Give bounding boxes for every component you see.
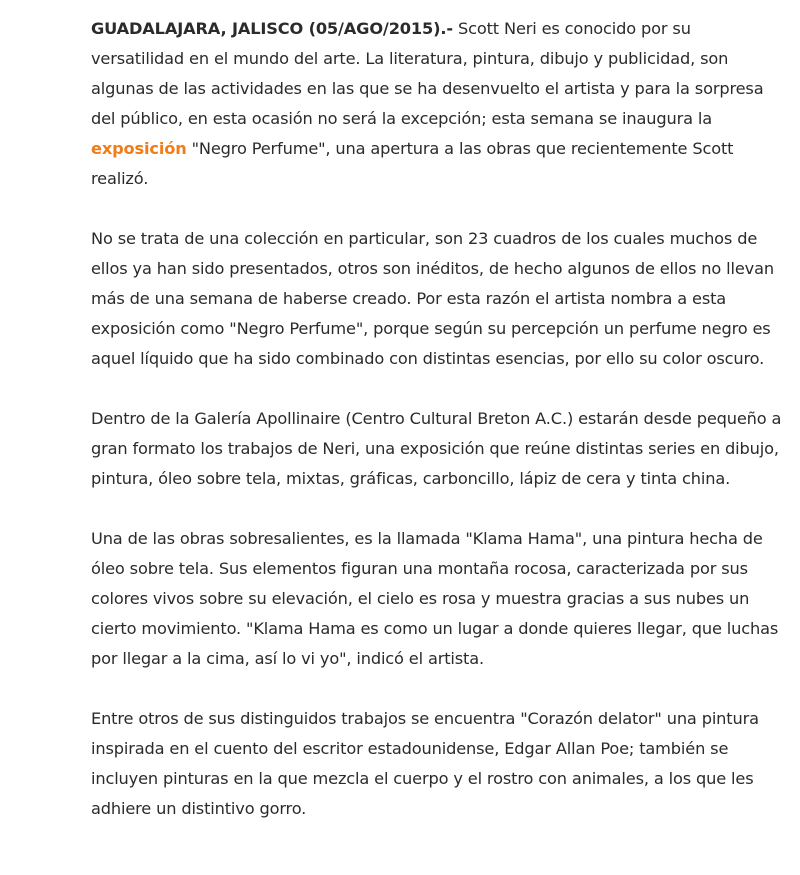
- article-body: [91, 14, 786, 824]
- paragraph-gallery: Dentro de la Galería Apollinaire (Centro Cultural Breton A.C.) estarán desde pequeño a gran formato los trabajos de Neri, una exposición que reúne distintas series en dibujo, pintura, óleo sobre tela, mixtas, gráficas, carboncillo, lápiz de cera y tinta china.: [91, 409, 782, 488]
- paragraph-intro: [91, 14, 786, 194]
- paragraph-collection: No se trata de una colección en particular, son 23 cuadros de los cuales muchos de ellos ya han sido presentados, otros son inéditos, de hecho algunos de ellos no llevan más de una semana de haberse creado. Por esta razón el artista nombra a esta exposición como "Negro Perfume", porque según su percepción un perfume negro es aquel líquido que ha sido combinado con distintas esencias, por ello su color oscuro.: [91, 229, 774, 368]
- intro-text-a: Scott Neri es conocido por su versatilidad en el mundo del arte. La literatura, pintura, dibujo y publicidad, son algunas de las actividades en las que se ha desenvuelto el artista y para la sorpresa del público, en esta ocasión no será la excepción; esta semana se inaugura la: [91, 19, 764, 128]
- intro-text-b: "Negro Perfume", una apertura a las obras que recientemente Scott realizó.: [91, 139, 734, 188]
- dateline: GUADALAJARA, JALISCO (05/AGO/2015).-: [91, 19, 453, 38]
- paragraph-klama-hama: Una de las obras sobresalientes, es la llamada "Klama Hama", una pintura hecha de óleo sobre tela. Sus elementos figuran una montaña rocosa, caracterizada por sus colores vivos sobre su elevación, el cielo es rosa y muestra gracias a sus nubes un cierto movimiento. "Klama Hama es como un lugar a donde quieres llegar, que luchas por llegar a la cima, así lo vi yo", indicó el artista.: [91, 529, 779, 668]
- exposicion-link[interactable]: exposición: [91, 139, 187, 158]
- paragraph-other-works: Entre otros de sus distinguidos trabajos se encuentra "Corazón delator" una pintura inspirada en el cuento del escritor estadounidense, Edgar Allan Poe; también se incluyen pinturas en la que mezcla el cuerpo y el rostro con animales, a los que les adhiere un distintivo gorro.: [91, 709, 759, 818]
